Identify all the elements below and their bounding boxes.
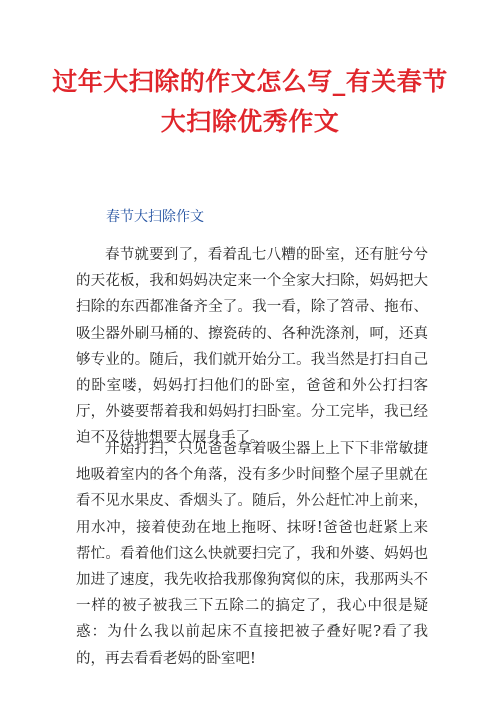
body-paragraph-2: 开始打扫，只见爸爸拿着吸尘器上上下下非常敏捷地吸着室内的各个角落，没有多少时间整个屋子里就在看不见水果皮、香烟头了。随后，外公赶忙冲上前来，用水冲，接着使劲在地上拖呀、抹呀!爸爸也赶紧上来帮忙。看着他们这么快就要扫完了，我和外婆、妈妈也加进了速度，我先收拾我那像狗窝似的床，我那两头不一样的被子被我三下五除二的搞定了，我心中很是疑惑：为什么我以前起床不直接把被子叠好呢?看了我的，再去看看老妈的卧室吧! [76,441,428,667]
document-title: 过年大扫除的作文怎么写_有关春节大扫除优秀作文 [52,67,448,136]
section-heading: 春节大扫除作文 [106,209,204,225]
body-paragraph-1: 春节就要到了，看着乱七八糟的卧室，还有脏兮兮的天花板，我和妈妈决定来一个全家大扫除，妈妈把大扫除的东西都准备齐全了。我一看，除了笤帚、拖布、吸尘器外刷马桶的、擦瓷砖的、各种洗涤剂，呵，还真够专业的。随后，我们就开始分工。我当然是打扫自己的卧室喽，妈妈打扫他们的卧室，爸爸和外公打扫客厅，外婆要帮着我和妈妈打扫卧室。分工完毕，我已经迫不及待地想要大展身手了。 [76,247,428,447]
